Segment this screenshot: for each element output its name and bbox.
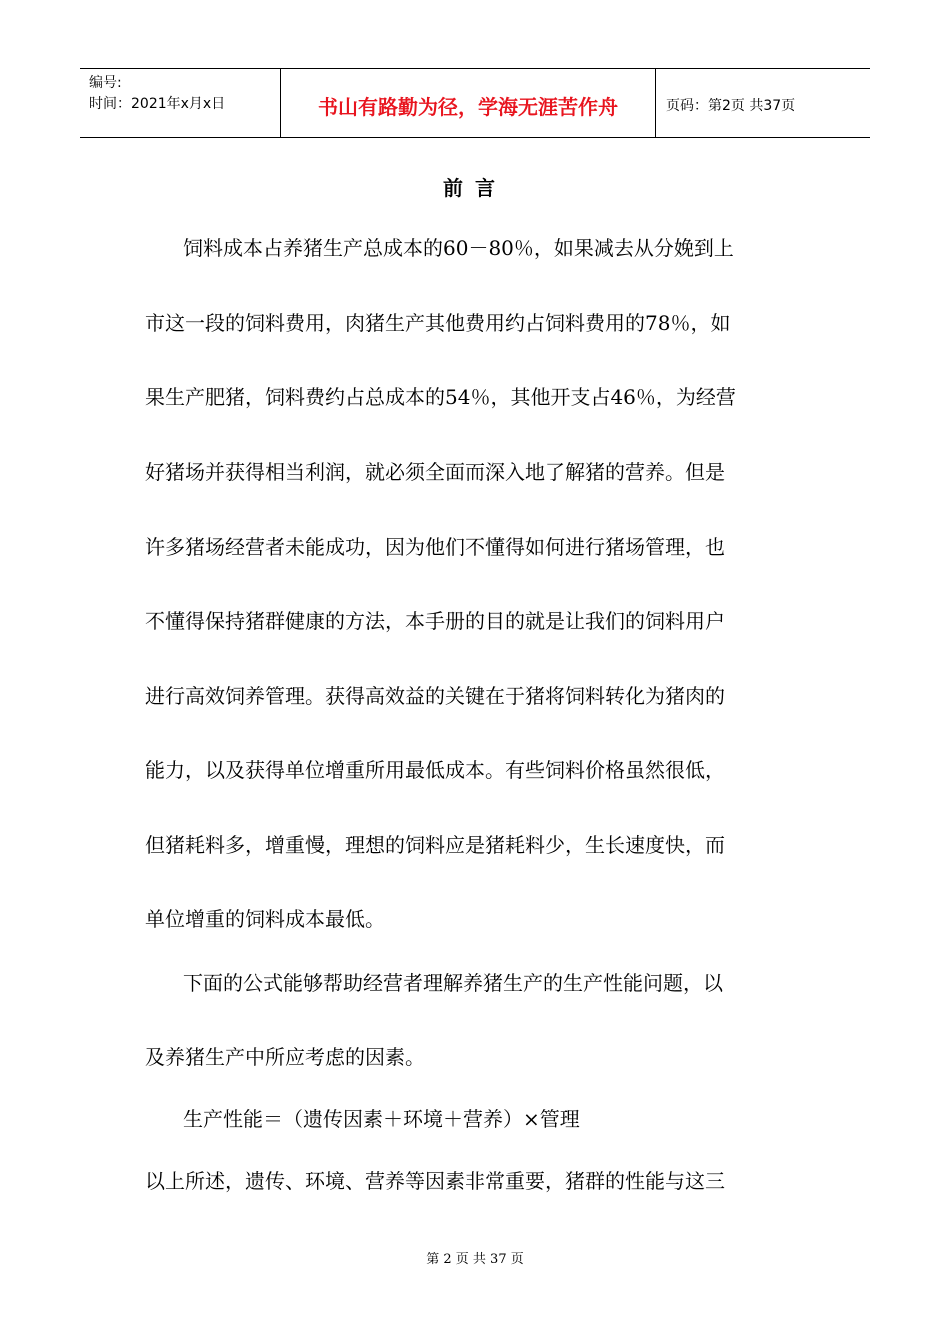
formula-line: 生产性能＝（遗传因素＋环境＋营养）×管理 [183, 1107, 580, 1131]
body-line: 饲料成本占养猪生产总成本的60－80％，如果减去从分娩到上 [183, 236, 734, 260]
page-footer [0, 1248, 950, 1267]
body-line: 不懂得保持猪群健康的方法，本手册的目的就是让我们的饲料用户 [145, 609, 725, 633]
header-table [80, 68, 870, 138]
document-title: 前言 [443, 176, 507, 200]
body-line: 许多猪场经营者未能成功，因为他们不懂得如何进行猪场管理，也 [145, 535, 725, 559]
body-line: 但猪耗料多，增重慢，理想的饲料应是猪耗料少，生长速度快，而 [145, 833, 725, 857]
body-line: 果生产肥猪，饲料费约占总成本的54％，其他开支占46％，为经营 [145, 385, 736, 409]
body-line: 及养猪生产中所应考虑的因素。 [145, 1045, 425, 1069]
body-line: 进行高效饲养管理。获得高效益的关键在于猪将饲料转化为猪肉的 [145, 684, 725, 708]
document-number-label: 编号: [89, 75, 122, 91]
body-line: 下面的公式能够帮助经营者理解养猪生产的生产性能问题，以 [183, 971, 723, 995]
document-time-label: 时间：2021年x月x日 [89, 96, 226, 112]
header-meta-cell [80, 69, 281, 137]
header-page-info: 页码：第2页 共37页 [666, 98, 796, 114]
body-line: 以上所述，遗传、环境、营养等因素非常重要，猪群的性能与这三 [145, 1169, 725, 1193]
body-line: 好猪场并获得相当利润，就必须全面而深入地了解猪的营养。但是 [145, 460, 725, 484]
header-motto: 书山有路勤为径，学海无涯苦作舟 [318, 94, 618, 119]
header-page-cell [656, 69, 870, 137]
header-motto-cell [281, 69, 656, 137]
footer-page-number: 第 2 页 共 37 页 [426, 1252, 524, 1267]
body-line: 市这一段的饲料费用，肉猪生产其他费用约占饲料费用的78％，如 [145, 311, 731, 335]
body-line: 单位增重的饲料成本最低。 [145, 907, 385, 931]
body-line: 能力，以及获得单位增重所用最低成本。有些饲料价格虽然很低， [145, 758, 725, 782]
